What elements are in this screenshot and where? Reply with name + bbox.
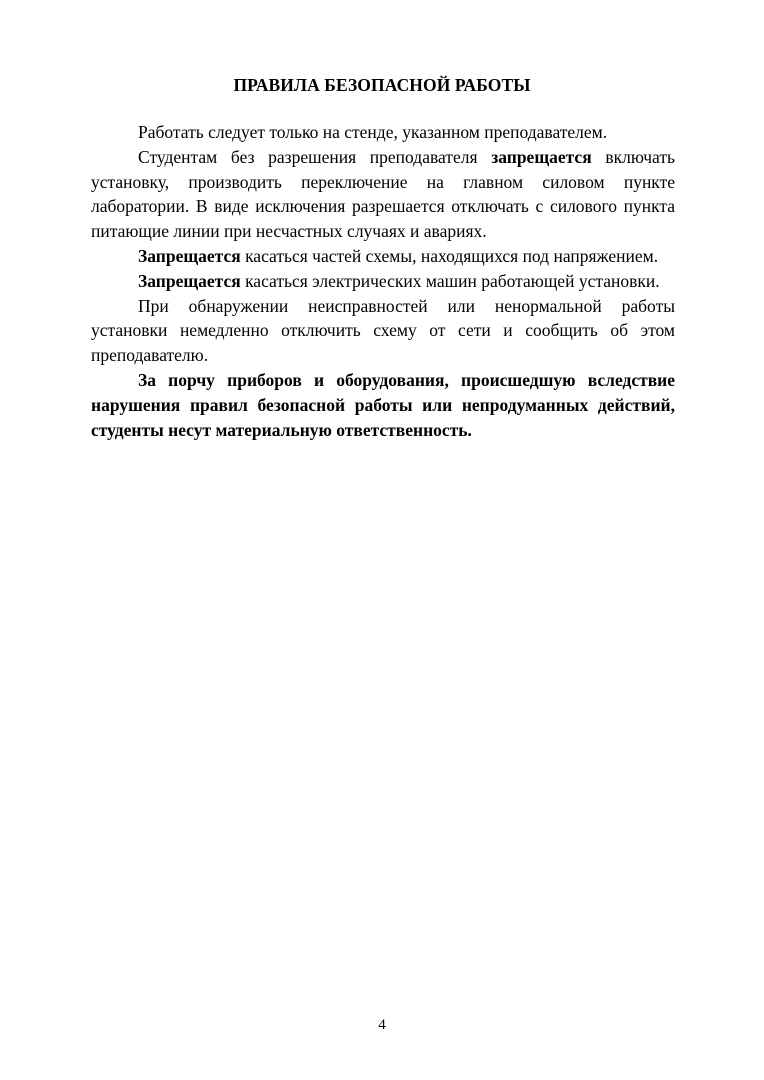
paragraph-live-parts-emphasis: Запрещается bbox=[138, 245, 241, 266]
paragraph-machines-emphasis: Запрещается bbox=[138, 270, 241, 291]
rules-body bbox=[91, 120, 675, 442]
paragraph-responsibility-text: За порчу приборов и оборудования, происшедшую вследствие нарушения правил безопасной работы или непродуманных действий, студенты несут материальную ответственность. bbox=[91, 369, 675, 440]
paragraph-live-parts bbox=[91, 244, 675, 269]
paragraph-responsibility bbox=[91, 368, 675, 442]
paragraph-permission bbox=[91, 145, 675, 244]
paragraph-stand-text: Работать следует только на стенде, указанном преподавателем. bbox=[138, 122, 608, 142]
page-number: 4 bbox=[378, 1017, 386, 1033]
paragraph-permission-emphasis: запрещается bbox=[491, 146, 592, 167]
paragraph-machines bbox=[91, 269, 675, 294]
paragraph-live-parts-text: касаться частей схемы, находящихся под напряжением. bbox=[240, 245, 659, 266]
paragraph-machines-text: касаться электрических машин работающей установки. bbox=[240, 270, 660, 291]
paragraph-malfunction-text: При обнаружении неисправностей или ненормальной работы установки немедленно отключить схему от сети и сообщить об этом преподавателю. bbox=[91, 295, 675, 366]
paragraph-malfunction bbox=[91, 294, 675, 368]
paragraph-permission-text-before: Студентам без разрешения преподавателя bbox=[138, 146, 492, 167]
paragraph-permission-text-after: включать установку, производить переключение на главном силовом пункте лаборатории. В виде исключения разрешается отключать с силового пункта питающие линии при несчастных случаях и авариях. bbox=[91, 146, 675, 242]
page-title: ПРАВИЛА БЕЗОПАСНОЙ РАБОТЫ bbox=[233, 75, 531, 95]
paragraph-stand bbox=[91, 120, 675, 145]
